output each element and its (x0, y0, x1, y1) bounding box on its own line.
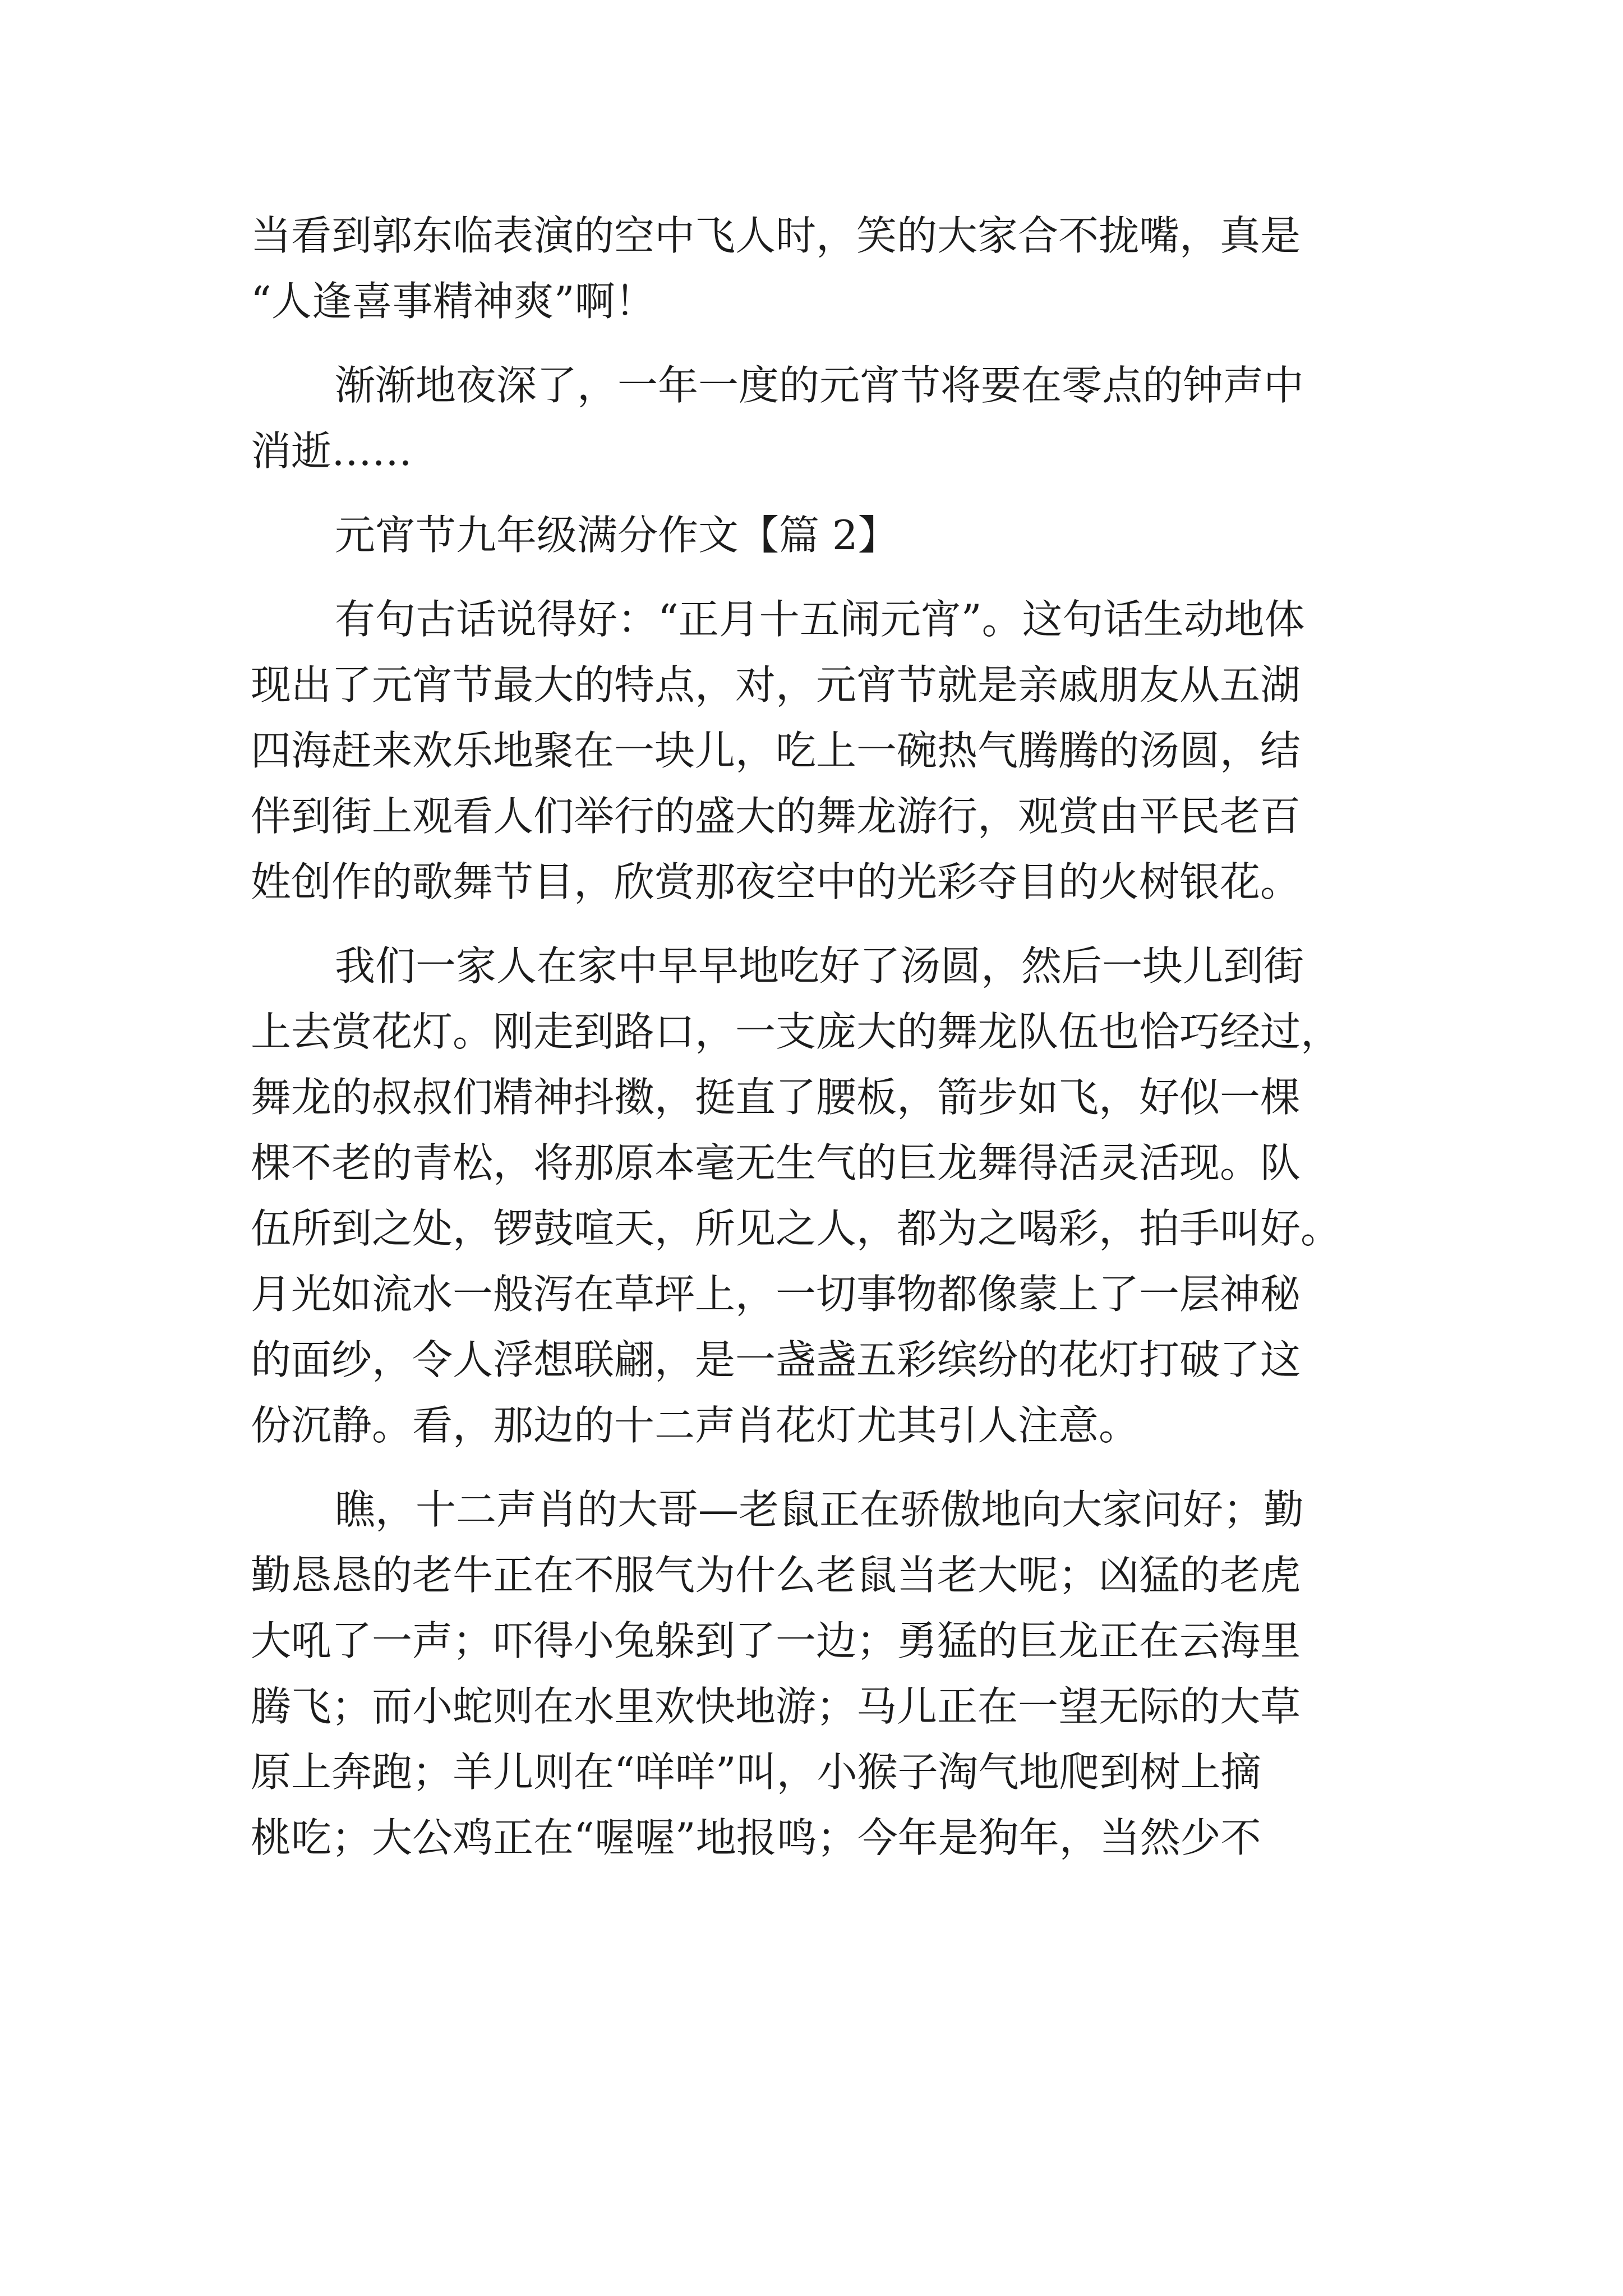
text-line: 姓创作的歌舞节目，欣赏那夜空中的光彩夺目的火树银花。 (251, 858, 1301, 905)
text-line: 原上奔跑；羊儿则在“咩咩”叫，小猴子淘气地爬到树上摘 (251, 1749, 1261, 1796)
text-line: 当看到郭东临表演的空中飞人时，笑的大家合不拢嘴，真是 (251, 212, 1301, 259)
section-heading: 元宵节九年级满分作文【篇 2】 (335, 512, 898, 559)
text-line: 月光如流水一般泻在草坪上，一切事物都像蒙上了一层神秘 (251, 1271, 1301, 1318)
text-line: 渐渐地夜深了，一年一度的元宵节将要在零点的钟声中 (335, 362, 1304, 409)
text-line: 现出了元宵节最大的特点，对，元宵节就是亲戚朋友从五湖 (251, 661, 1301, 708)
text-line: 腾飞；而小蛇则在水里欢快地游；马儿正在一望无际的大草 (251, 1683, 1301, 1730)
text-line: 我们一家人在家中早早地吃好了汤圆，然后一块儿到街 (335, 942, 1304, 990)
text-line: 四海赶来欢乐地聚在一块儿，吃上一碗热气腾腾的汤圆，结 (251, 727, 1301, 774)
text-line: 的面纱，令人浮想联翩，是一盏盏五彩缤纷的花灯打破了这 (251, 1336, 1301, 1383)
text-line: 份沉静。看，那边的十二声肖花灯尤其引人注意。 (251, 1402, 1140, 1449)
text-line: 伴到街上观看人们举行的盛大的舞龙游行，观赏由平民老百 (251, 793, 1301, 840)
text-line: 瞧，十二声肖的大哥—老鼠正在骄傲地向大家问好；勤 (335, 1486, 1304, 1533)
text-line: 桃吃；大公鸡正在“喔喔”地报鸣；今年是狗年，当然少不 (251, 1814, 1261, 1861)
text-line: “人逢喜事精神爽”啊！ (251, 278, 656, 325)
text-line: 上去赏花灯。刚走到路口，一支庞大的舞龙队伍也恰巧经过， (251, 1008, 1341, 1055)
text-line: 棵不老的青松，将那原本毫无生气的巨龙舞得活灵活现。队 (251, 1139, 1301, 1186)
text-line: 有句古话说得好：“正月十五闹元宵”。这句话生动地体 (335, 596, 1305, 643)
text-line: 大吼了一声；吓得小兔躲到了一边；勇猛的巨龙正在云海里 (251, 1617, 1301, 1664)
text-line: 勤恳恳的老牛正在不服气为什么老鼠当老大呢；凶猛的老虎 (251, 1552, 1301, 1599)
text-line: 伍所到之处，锣鼓喧天，所见之人，都为之喝彩，拍手叫好。 (251, 1205, 1341, 1252)
text-line: 消逝…… (251, 427, 413, 475)
text-line: 舞龙的叔叔们精神抖擞，挺直了腰板，箭步如飞，好似一棵 (251, 1074, 1301, 1121)
